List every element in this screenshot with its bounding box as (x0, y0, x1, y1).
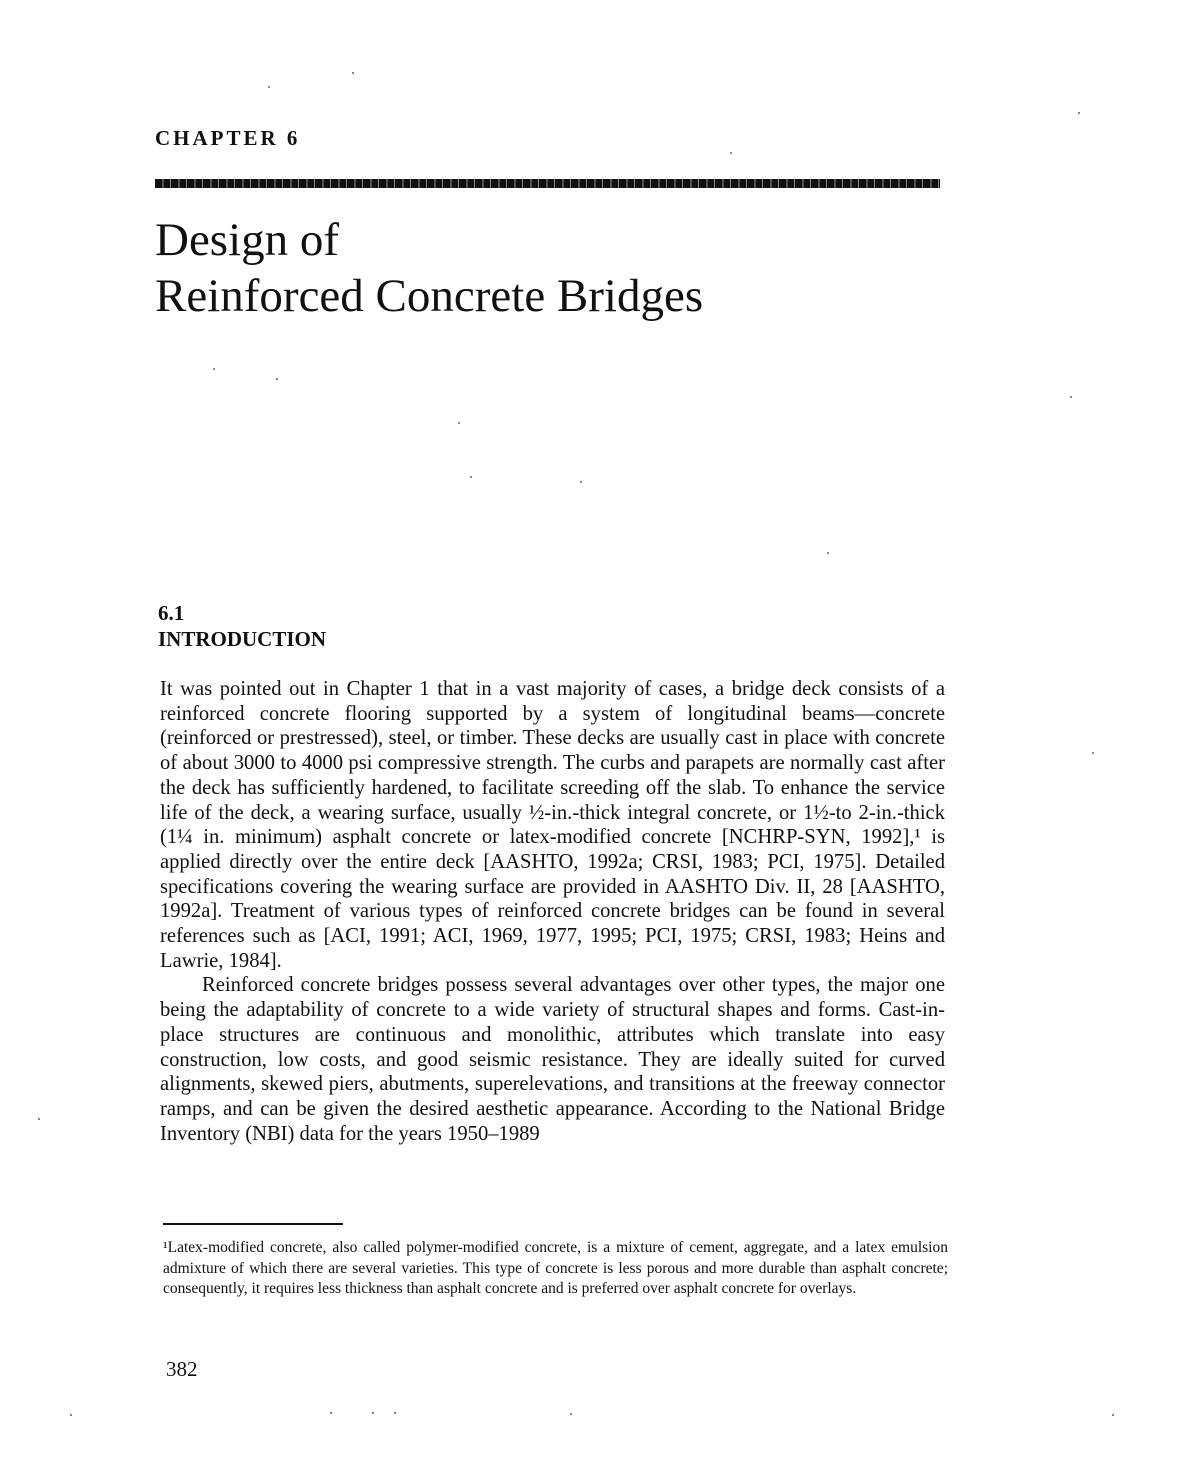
chapter-title-line-2: Reinforced Concrete Bridges (155, 270, 704, 322)
scan-speck (38, 1118, 40, 1120)
scan-speck (394, 1412, 396, 1414)
chapter-label: CHAPTER 6 (155, 126, 301, 150)
chapter-title-line-1: Design of (155, 214, 340, 266)
scan-speck (70, 1414, 72, 1416)
scan-speck (458, 422, 460, 424)
scan-speck (268, 86, 270, 88)
scan-speck (352, 72, 354, 74)
scan-speck (372, 1412, 374, 1414)
scan-speck (276, 378, 278, 380)
scan-speck (730, 152, 732, 154)
scan-speck (1070, 396, 1072, 398)
body-text (160, 677, 945, 1146)
scan-speck (1092, 752, 1094, 754)
scan-speck (1078, 112, 1080, 114)
scan-speck (580, 481, 582, 483)
page-number: 382 (166, 1357, 198, 1381)
chapter-title (155, 212, 703, 324)
footnote-rule (163, 1223, 343, 1225)
section-title: INTRODUCTION (158, 627, 327, 651)
paragraph-1: It was pointed out in Chapter 1 that in a vast majority of cases, a bridge deck consists of a reinforced concrete flooring supported by a system of longitudinal beams—concrete (reinforced or prestressed), steel, or timber. These decks are usually cast in place with concrete of about 3000 to 4000 psi compressive strength. The curbs and parapets are normally cast after the deck has sufficiently hardened, to facilitate screeding off the slab. To enhance the service life of the deck, a wearing surface, usually ½-in.-thick integral concrete, or 1½-to 2-in.-thick (1¼ in. minimum) asphalt concrete or latex-modified concrete [NCHRP-SYN, 1992],¹ is applied directly over the entire deck [AASHTO, 1992a; CRSI, 1983; PCI, 1975]. Detailed specifications covering the wearing surface are provided in AASHTO Div. II, 28 [AASHTO, 1992a]. Treatment of various types of reinforced concrete bridges can be found in several references such as [ACI, 1991; ACI, 1969, 1977, 1995; PCI, 1975; CRSI, 1983; Heins and Lawrie, 1984]. (160, 678, 945, 972)
scan-speck (570, 1413, 572, 1415)
section-number: 6.1 (158, 601, 185, 625)
section-heading (158, 600, 326, 652)
scan-speck (470, 476, 472, 478)
footnote: ¹Latex-modified concrete, also called polymer-modified concrete, is a mixture of cement, aggregate, and a latex emulsion admixture of which there are several varieties. This type of concrete is less porous and more durable than asphalt concrete; consequently, it requires less thickness than asphalt concrete and is preferred over asphalt concrete for overlays. (163, 1239, 948, 1297)
scan-speck (330, 1412, 332, 1414)
paragraph-2: Reinforced concrete bridges possess several advantages over other types, the major one being the adaptability of concrete to a wide variety of structural shapes and forms. Cast-in-place structures are continuous and monolithic, attributes which translate into easy construction, low costs, and good seismic resistance. They are ideally suited for curved alignments, skewed piers, abutments, superelevations, and transitions at the freeway connector ramps, and can be given the desired aesthetic appearance. According to the National Bridge Inventory (NBI) data for the years 1950–1989 (160, 974, 945, 1145)
scan-speck (1112, 1414, 1114, 1416)
scan-speck (213, 368, 215, 370)
chapter-rule (155, 179, 940, 188)
scan-speck (827, 552, 829, 554)
